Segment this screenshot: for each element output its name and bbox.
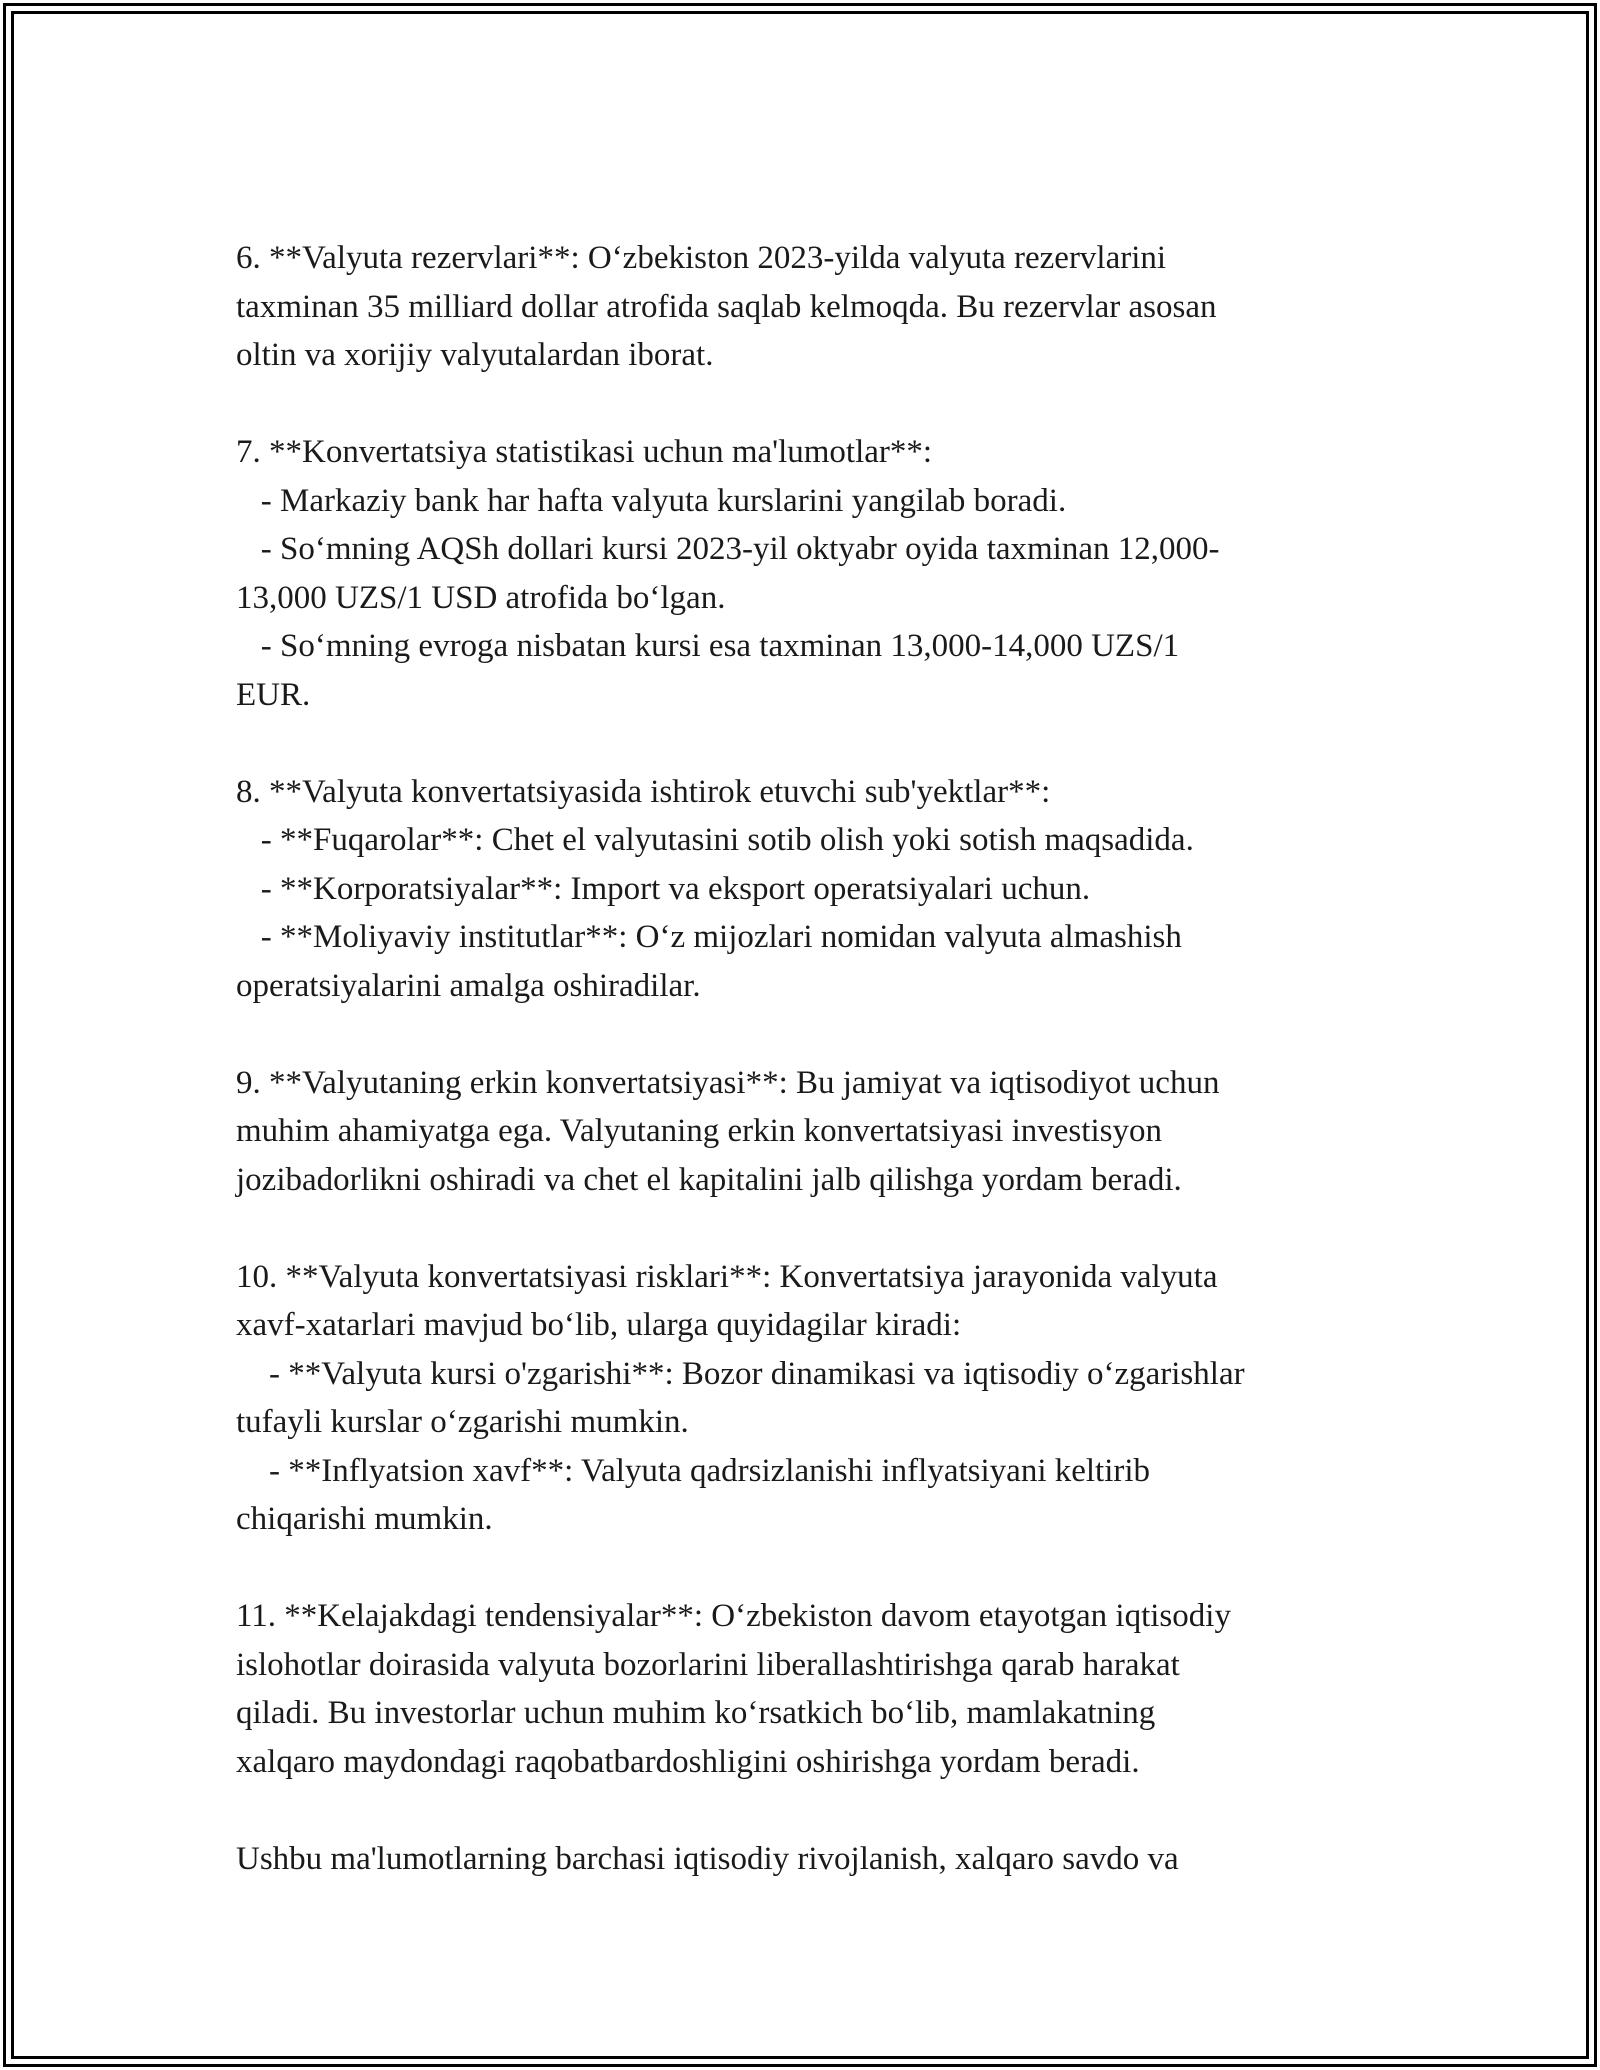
text-line: Ushbu ma'lumotlarning barchasi iqtisodiy rivojlanish, xalqaro savdo va [236, 1840, 1179, 1877]
paragraph-currency-reserves [236, 234, 1416, 380]
text-line: xavf-xatarlari mavjud bo‘lib, ularga quyidagilar kiradi: [236, 1307, 962, 1343]
text-line: - So‘mning AQSh dollari kursi 2023-yil oktyabr oyida taxminan 12,000- [236, 531, 1220, 567]
text-line: 6. **Valyuta rezervlari**: O‘zbekiston 2023-yilda valyuta rezervlarini [236, 240, 1167, 276]
paragraph-free-convertibility [236, 1059, 1416, 1205]
text-line: 10. **Valyuta konvertatsiyasi risklari**: Konvertatsiya jarayonida valyuta [236, 1258, 1218, 1295]
text-line: - So‘mning evroga nisbatan kursi esa taxminan 13,000-14,000 UZS/1 [236, 628, 1180, 664]
text-line: 8. **Valyuta konvertatsiyasida ishtirok etuvchi sub'yektlar**: [236, 773, 1051, 810]
text-line: - **Valyuta kursi o'zgarishi**: Bozor dinamikasi va iqtisodiy o‘zgarishlar [236, 1355, 1245, 1392]
text-line: jozibadorlikni oshiradi va chet el kapitalini jalb qilishga yordam beradi. [236, 1161, 1182, 1198]
paragraph-conclusion [236, 1835, 1416, 1884]
text-line: 9. **Valyutaning erkin konvertatsiyasi**: Bu jamiyat va iqtisodiyot uchun [236, 1064, 1220, 1101]
text-line: - **Fuqarolar**: Chet el valyutasini sotib olish yoki sotish maqsadida. [236, 822, 1194, 858]
text-line: tufayli kurslar o‘zgarishi mumkin. [236, 1404, 689, 1440]
text-line: 7. **Konvertatsiya statistikasi uchun ma'lumotlar**: [236, 434, 933, 470]
paragraph-participants [236, 768, 1416, 1011]
text-line: 13,000 UZS/1 USD atrofida bo‘lgan. [236, 579, 726, 616]
text-line: islohotlar doirasida valyuta bozorlarini liberallashtirishga qarab harakat [236, 1646, 1180, 1683]
paragraph-future-trends [236, 1592, 1416, 1786]
text-line: - **Moliyaviy institutlar**: O‘z mijozlari nomidan valyuta almashish [236, 919, 1182, 955]
text-line: 11. **Kelajakdagi tendensiyalar**: O‘zbekiston davom etayotgan iqtisodiy [236, 1598, 1231, 1634]
text-line: oltin va xorijiy valyutalardan iborat. [236, 337, 714, 373]
text-line: - **Korporatsiyalar**: Import va eksport operatsiyalari uchun. [236, 870, 1091, 907]
text-line: xalqaro maydondagi raqobatbardoshligini oshirishga yordam beradi. [236, 1743, 1140, 1780]
text-line: - **Inflyatsion xavf**: Valyuta qadrsizlanishi inflyatsiyani keltirib [236, 1452, 1151, 1489]
text-line: qiladi. Bu investorlar uchun muhim ko‘rsatkich bo‘lib, mamlakatning [236, 1695, 1156, 1731]
text-line: - Markaziy bank har hafta valyuta kurslarini yangilab boradi. [236, 482, 1067, 519]
paragraph-conversion-risks [236, 1253, 1416, 1544]
document-body [236, 234, 1416, 1932]
paragraph-conversion-statistics [236, 428, 1416, 719]
text-line: muhim ahamiyatga ega. Valyutaning erkin konvertatsiyasi investisyon [236, 1113, 1162, 1149]
text-line: chiqarishi mumkin. [236, 1501, 493, 1537]
text-line: operatsiyalarini amalga oshiradilar. [236, 967, 701, 1004]
text-line: EUR. [236, 676, 311, 713]
text-line: taxminan 35 milliard dollar atrofida saqlab kelmoqda. Bu rezervlar asosan [236, 288, 1217, 325]
